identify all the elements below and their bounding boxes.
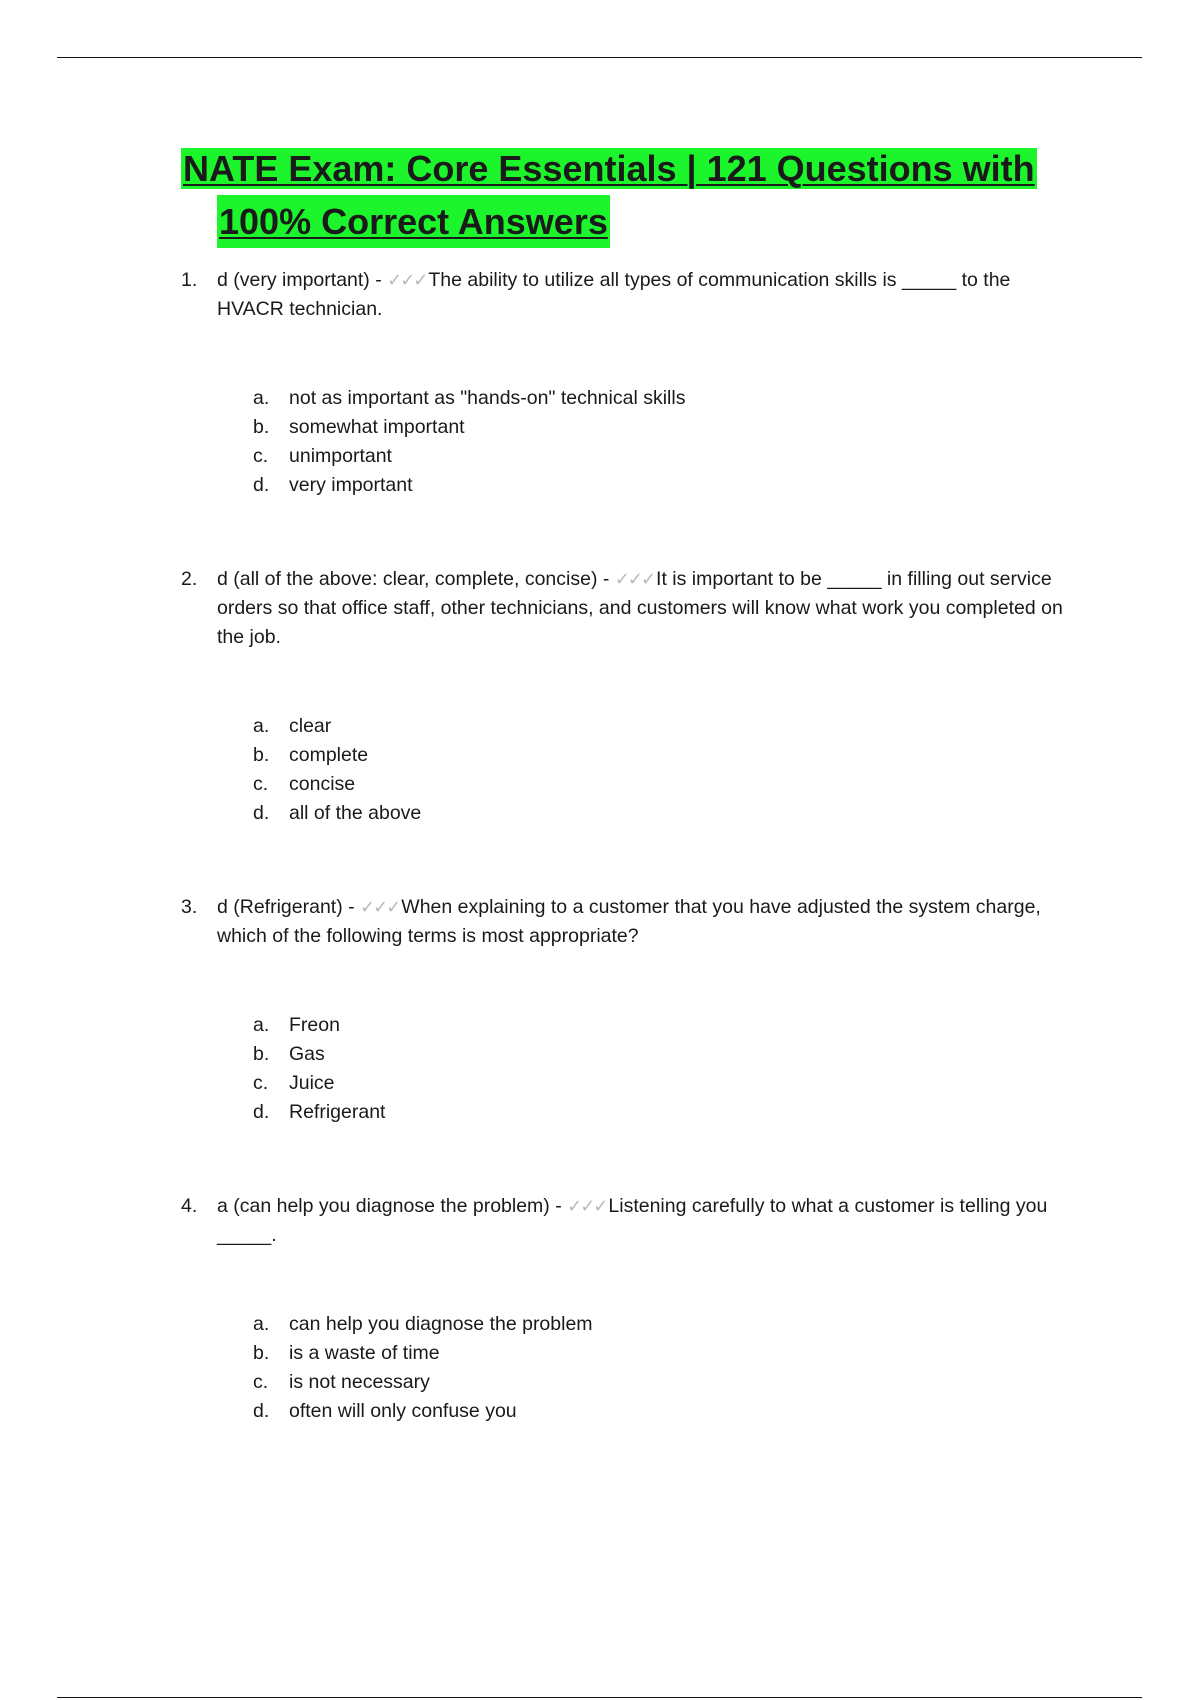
option-letter: b. bbox=[253, 1342, 270, 1364]
option-d bbox=[253, 471, 1071, 500]
option-a bbox=[253, 384, 1071, 413]
option-c bbox=[253, 1368, 1071, 1397]
option-text: Freon bbox=[289, 1014, 340, 1036]
question-number: 4. bbox=[181, 1195, 198, 1217]
option-c bbox=[253, 442, 1071, 471]
option-letter: d. bbox=[253, 474, 270, 496]
answer-options bbox=[253, 1310, 1071, 1426]
question-number: 2. bbox=[181, 568, 198, 590]
option-letter: c. bbox=[253, 445, 269, 467]
check-mark-icon: ✓✓✓ bbox=[360, 897, 400, 917]
option-text: is a waste of time bbox=[289, 1342, 440, 1364]
option-a bbox=[253, 1310, 1071, 1339]
document-title bbox=[181, 142, 1041, 248]
header-rule bbox=[57, 57, 1142, 58]
option-text: somewhat important bbox=[289, 416, 465, 438]
option-text: often will only confuse you bbox=[289, 1400, 517, 1422]
question-number: 3. bbox=[181, 896, 198, 918]
question-text: When explaining to a customer that you have adjusted the system charge, which of the following terms is most appropriate? bbox=[217, 896, 1041, 947]
option-c bbox=[253, 770, 1071, 799]
option-b bbox=[253, 413, 1071, 442]
option-text: Juice bbox=[289, 1072, 335, 1094]
option-d bbox=[253, 799, 1071, 828]
answer-key: d (all of the above: clear, complete, concise) - bbox=[217, 568, 610, 590]
question-text: It is important to be _____ in filling out service orders so that office staff, other technicians, and customers will know what work you completed on the job. bbox=[217, 568, 1063, 648]
option-a bbox=[253, 712, 1071, 741]
option-letter: c. bbox=[253, 773, 269, 795]
option-b bbox=[253, 1040, 1071, 1069]
question-number: 1. bbox=[181, 269, 198, 291]
check-mark-icon: ✓✓✓ bbox=[614, 569, 655, 589]
option-text: Gas bbox=[289, 1043, 325, 1065]
answer-key: d (very important) - bbox=[217, 269, 382, 291]
option-letter: a. bbox=[253, 1014, 270, 1036]
option-text: all of the above bbox=[289, 802, 422, 824]
question-text: Listening carefully to what a customer is telling you _____. bbox=[217, 1195, 1048, 1246]
option-text: Refrigerant bbox=[289, 1101, 386, 1123]
question-4 bbox=[181, 1192, 1071, 1426]
option-letter: b. bbox=[253, 1043, 270, 1065]
question-1 bbox=[181, 266, 1071, 500]
option-letter: d. bbox=[253, 1400, 270, 1422]
title-line-1: NATE Exam: Core Essentials | 121 Questions with bbox=[183, 148, 1035, 189]
question-2 bbox=[181, 565, 1071, 828]
option-letter: a. bbox=[253, 715, 270, 737]
option-d bbox=[253, 1397, 1071, 1426]
option-d bbox=[253, 1098, 1071, 1127]
question-text: The ability to utilize all types of communication skills is _____ to the HVACR technician. bbox=[217, 269, 1011, 320]
option-text: clear bbox=[289, 715, 332, 737]
option-c bbox=[253, 1069, 1071, 1098]
option-b bbox=[253, 1339, 1071, 1368]
option-text: unimportant bbox=[289, 445, 392, 467]
answer-key: d (Refrigerant) - bbox=[217, 896, 355, 918]
option-text: complete bbox=[289, 744, 369, 766]
option-b bbox=[253, 741, 1071, 770]
answer-key: a (can help you diagnose the problem) - bbox=[217, 1195, 562, 1217]
option-letter: c. bbox=[253, 1072, 269, 1094]
option-text: can help you diagnose the problem bbox=[289, 1313, 593, 1335]
check-mark-icon: ✓✓✓ bbox=[567, 1196, 607, 1216]
footer-rule bbox=[57, 1697, 1142, 1698]
option-text: is not necessary bbox=[289, 1371, 430, 1393]
option-text: concise bbox=[289, 773, 356, 795]
option-text: not as important as "hands-on" technical skills bbox=[289, 387, 686, 409]
option-a bbox=[253, 1011, 1071, 1040]
answer-options bbox=[253, 384, 1071, 500]
check-mark-icon: ✓✓✓ bbox=[387, 270, 427, 290]
option-text: very important bbox=[289, 474, 413, 496]
option-letter: d. bbox=[253, 802, 270, 824]
answer-options bbox=[253, 712, 1071, 828]
option-letter: b. bbox=[253, 416, 270, 438]
question-3 bbox=[181, 893, 1071, 1127]
option-letter: a. bbox=[253, 1313, 270, 1335]
option-letter: a. bbox=[253, 387, 270, 409]
option-letter: c. bbox=[253, 1371, 269, 1393]
option-letter: b. bbox=[253, 744, 270, 766]
title-line-2: 100% Correct Answers bbox=[217, 195, 610, 248]
option-letter: d. bbox=[253, 1101, 270, 1123]
answer-options bbox=[253, 1011, 1071, 1127]
